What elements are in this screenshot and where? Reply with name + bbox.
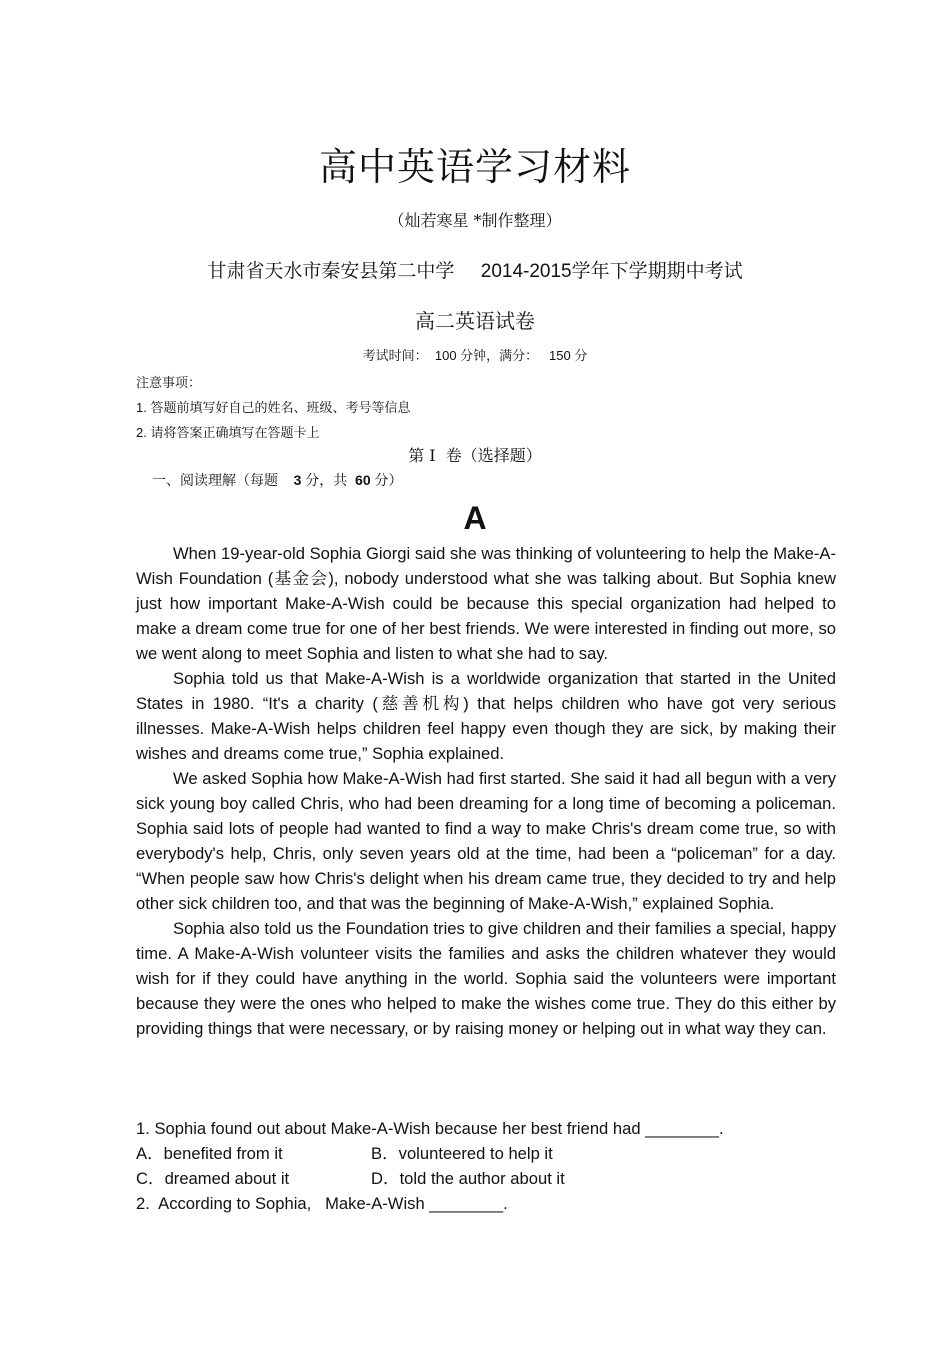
option-c: C．dreamed about it	[136, 1169, 290, 1188]
section-mid: 分，共	[301, 472, 356, 488]
note-item: 2. 请将答案正确填写在答题卡上	[136, 425, 320, 440]
passage-paragraph: Sophia also told us the Foundation tries to give children and their families a special, happy time. A Make-A-Wish volunteer visits the families and asks the children whatever they would wish for if they could have anything in the world. Sophia said the volunteers were important because they were the ones who helped to make the wishes come true. They do this either by providing things that were necessary, or by raising money or helping out in what way they can.	[136, 919, 836, 1038]
exam-subject: 高二英语试卷	[415, 309, 535, 333]
exam-info: 考试时间： 100 分钟，满分： 150 分	[362, 348, 588, 363]
notes-heading: 注意事项：	[136, 375, 202, 390]
credit-line: （灿若寒星 *制作整理）	[388, 211, 562, 230]
section-title	[152, 470, 403, 490]
passage-letter: A	[463, 500, 487, 536]
option-a: A．benefited from it	[136, 1144, 283, 1163]
section-prefix: 一、阅读理解（每题	[152, 472, 294, 488]
school-exam-line: 甘肃省天水市秦安县第二中学 2014-2015学年下学期期中考试	[207, 261, 743, 282]
part-title: 第 I 卷（选择题）	[408, 446, 542, 465]
document-title: 高中英语学习材料	[318, 145, 631, 189]
option-d: D．told the author about it	[371, 1169, 565, 1188]
section-points: 3	[293, 472, 302, 488]
notes-block	[136, 370, 410, 445]
question-stem: 1. Sophia found out about Make-A-Wish because her best friend had ________.	[136, 1119, 724, 1138]
passage-paragraph: We asked Sophia how Make-A-Wish had first started. She said it had all begun with a very sick young boy called Chris, who had been dreaming for a long time of becoming a policeman. Sophia said lots of people had wanted to find a way to make Chris's dream come true, so with everybody's help, Chris, only seven years old at the time, had been a “policeman” for a day. “When people saw how Chris's delight when his dream came true, they decided to try and help other sick children too, and that was the beginning of Make-A-Wish,” explained Sophia.	[136, 769, 836, 913]
section-suffix: 分）	[370, 472, 403, 488]
passage-paragraph: When 19-year-old Sophia Giorgi said she was thinking of volunteering to help the Make-A-Wish Foundation (基金会), nobody understood what she was talking about. But Sophia knew just how important Make-A-Wish could be because this special organization had helped to make a dream come true for one of her best friends. We were interested in finding out more, so we went along to meet Sophia and listen to what she had to say.	[136, 544, 836, 663]
passage-paragraph: Sophia told us that Make-A-Wish is a worldwide organization that started in the United States in 1980. “It's a charity (慈善机构) that helps children who have got very serious illnesses. Make-A-Wish helps children feel happy even though they are sick, by making their wishes and dreams come true,” Sophia explained.	[136, 669, 836, 763]
option-b: B．volunteered to help it	[371, 1144, 553, 1163]
passage-body	[136, 541, 836, 1041]
question-stem: 2. According to Sophia, Make-A-Wish ________.	[136, 1194, 508, 1213]
section-total: 60	[355, 472, 371, 488]
note-item: 1. 答题前填写好自己的姓名、班级、考号等信息	[136, 400, 411, 415]
